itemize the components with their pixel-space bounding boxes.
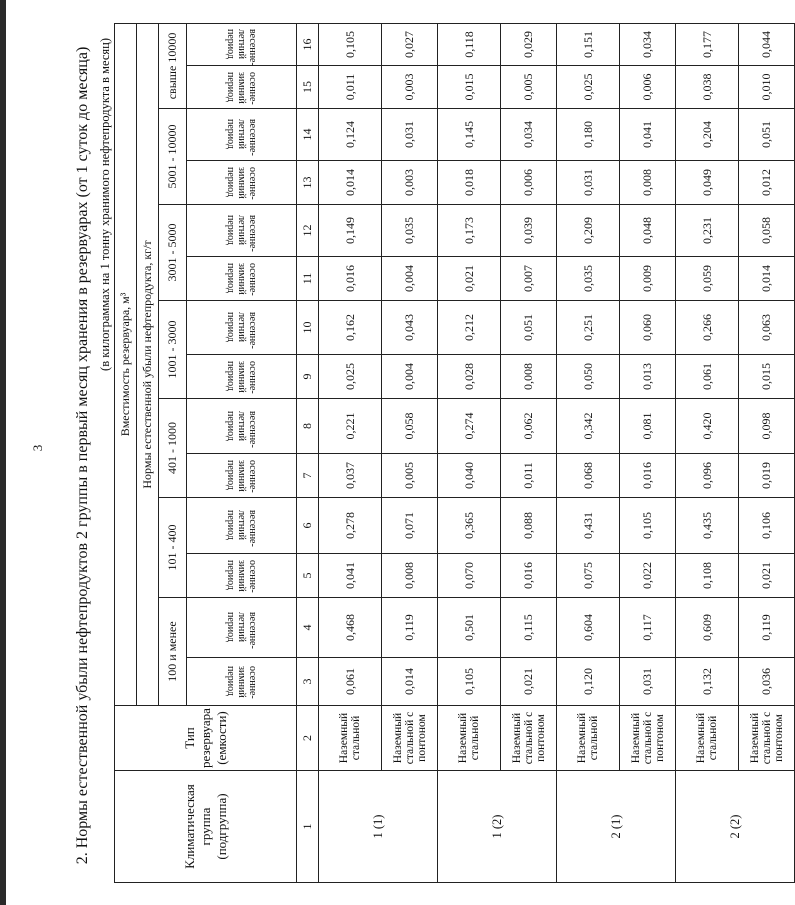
loss-norm-cell: 0,048: [620, 205, 676, 257]
loss-norm-cell: 0,604: [557, 598, 620, 658]
loss-norm-cell: 0,031: [620, 658, 676, 706]
loss-norm-cell: 0,278: [319, 498, 382, 554]
tank-type-cell: Наземный стальной с понтоном: [620, 706, 676, 771]
loss-norm-cell: 0,043: [382, 301, 438, 355]
loss-norm-cell: 0,031: [557, 161, 620, 205]
season-spring-summer-header: [187, 598, 297, 658]
season-spring-summer-header: [187, 301, 297, 355]
loss-norm-cell: 0,028: [438, 355, 501, 399]
loss-norm-cell: 0,014: [382, 658, 438, 706]
season-autumn-winter-header: [187, 454, 297, 498]
tank-type-cell: Наземный стальной: [319, 706, 382, 771]
loss-norm-cell: 0,004: [382, 257, 438, 301]
loss-norm-cell: 0,105: [620, 498, 676, 554]
capacity-range-header: 101 - 400: [159, 498, 187, 598]
table-row: [557, 23, 620, 882]
season-autumn-winter-label: осенне-зимний период: [224, 560, 258, 594]
loss-norm-cell: 0,266: [676, 301, 739, 355]
season-autumn-winter-header: [187, 257, 297, 301]
column-number: 13: [297, 161, 319, 205]
loss-norm-cell: 0,003: [382, 66, 438, 109]
loss-norm-cell: 0,212: [438, 301, 501, 355]
loss-norm-cell: 0,061: [676, 355, 739, 399]
loss-norm-cell: 0,062: [501, 399, 557, 454]
loss-norm-cell: 0,088: [501, 498, 557, 554]
loss-norm-cell: 0,058: [382, 399, 438, 454]
loss-norm-cell: 0,124: [319, 109, 382, 161]
capacity-range-header: 3001 - 5000: [159, 205, 187, 301]
loss-norm-cell: 0,044: [739, 23, 795, 65]
climatic-group-cell: 1 (1): [319, 771, 438, 883]
loss-norm-cell: 0,177: [676, 23, 739, 65]
season-autumn-winter-header: [187, 355, 297, 399]
loss-norm-cell: 0,016: [501, 554, 557, 598]
loss-norm-cell: 0,420: [676, 399, 739, 454]
loss-norm-cell: 0,016: [319, 257, 382, 301]
season-spring-summer-header: [187, 205, 297, 257]
loss-norm-cell: 0,041: [620, 109, 676, 161]
loss-norm-cell: 0,005: [382, 454, 438, 498]
loss-norm-cell: 0,231: [676, 205, 739, 257]
loss-norm-cell: 0,105: [438, 658, 501, 706]
units-note: (в килограммах на 1 тонну хранимого нефтепродукта в месяц): [98, 38, 112, 371]
loss-norm-cell: 0,037: [319, 454, 382, 498]
loss-norm-cell: 0,096: [676, 454, 739, 498]
loss-norm-cell: 0,050: [557, 355, 620, 399]
loss-norm-cell: 0,041: [319, 554, 382, 598]
loss-norm-cell: 0,209: [557, 205, 620, 257]
rotated-document: [70, 28, 785, 883]
column-number: 11: [297, 257, 319, 301]
loss-norm-cell: 0,015: [739, 355, 795, 399]
capacity-range-header: 401 - 1000: [159, 399, 187, 498]
loss-norm-cell: 0,038: [676, 66, 739, 109]
scan-edge: [0, 0, 6, 905]
loss-norm-cell: 0,274: [438, 399, 501, 454]
loss-norm-cell: 0,049: [676, 161, 739, 205]
season-spring-summer-label: весенне-летний период: [224, 119, 258, 157]
loss-norm-cell: 0,019: [739, 454, 795, 498]
loss-norm-cell: 0,011: [319, 66, 382, 109]
loss-norm-cell: 0,119: [382, 598, 438, 658]
loss-norm-cell: 0,008: [382, 554, 438, 598]
season-autumn-winter-label: осенне-зимний период: [224, 460, 258, 494]
loss-norm-cell: 0,501: [438, 598, 501, 658]
loss-norm-cell: 0,021: [438, 257, 501, 301]
loss-norm-cell: 0,039: [501, 205, 557, 257]
norms-table: [114, 23, 795, 883]
loss-norm-cell: 0,120: [557, 658, 620, 706]
table-row: [438, 23, 501, 882]
loss-norm-cell: 0,431: [557, 498, 620, 554]
loss-norm-cell: 0,061: [319, 658, 382, 706]
loss-norm-cell: 0,068: [557, 454, 620, 498]
season-autumn-winter-header: [187, 554, 297, 598]
page-number: 3: [30, 444, 45, 452]
season-spring-summer-label: весенне-летний период: [224, 29, 258, 67]
loss-norm-cell: 0,108: [676, 554, 739, 598]
loss-norm-cell: 0,118: [438, 23, 501, 65]
loss-norm-cell: 0,609: [676, 598, 739, 658]
loss-norm-cell: 0,005: [501, 66, 557, 109]
season-spring-summer-label: весенне-летний период: [224, 510, 258, 548]
climatic-group-cell: 2 (2): [676, 771, 795, 883]
loss-norm-cell: 0,051: [501, 301, 557, 355]
loss-norm-cell: 0,098: [739, 399, 795, 454]
loss-norm-cell: 0,058: [739, 205, 795, 257]
loss-norm-cell: 0,132: [676, 658, 739, 706]
column-number: 7: [297, 454, 319, 498]
loss-norm-cell: 0,013: [620, 355, 676, 399]
tank-type-cell: Наземный стальной с понтоном: [739, 706, 795, 771]
loss-norm-cell: 0,034: [501, 109, 557, 161]
season-autumn-winter-label: осенне-зимний период: [224, 72, 258, 105]
loss-norm-cell: 0,468: [319, 598, 382, 658]
loss-norm-cell: 0,012: [739, 161, 795, 205]
loss-norm-cell: 0,006: [501, 161, 557, 205]
capacity-range-header: свыше 10000: [159, 23, 187, 108]
loss-norm-cell: 0,016: [620, 454, 676, 498]
season-spring-summer-header: [187, 498, 297, 554]
loss-norm-cell: 0,035: [557, 257, 620, 301]
loss-norm-cell: 0,115: [501, 598, 557, 658]
loss-norm-cell: 0,149: [319, 205, 382, 257]
table-row: [739, 23, 795, 882]
column-number: 4: [297, 598, 319, 658]
climatic-group-cell: 1 (2): [438, 771, 557, 883]
loss-norm-cell: 0,117: [620, 598, 676, 658]
table-row: [676, 23, 739, 882]
loss-norm-cell: 0,034: [620, 23, 676, 65]
column-number: 2: [297, 706, 319, 771]
column-number: 8: [297, 399, 319, 454]
loss-norm-cell: 0,040: [438, 454, 501, 498]
column-number: 12: [297, 205, 319, 257]
loss-norm-cell: 0,251: [557, 301, 620, 355]
loss-norm-cell: 0,015: [438, 66, 501, 109]
table-row: [382, 23, 438, 882]
loss-norm-cell: 0,204: [676, 109, 739, 161]
season-autumn-winter-label: осенне-зимний период: [224, 666, 258, 700]
loss-norm-cell: 0,075: [557, 554, 620, 598]
column-number: 3: [297, 658, 319, 706]
header-row-capacity: [115, 23, 137, 882]
climatic-group-cell: 2 (1): [557, 771, 676, 883]
loss-norm-cell: 0,029: [501, 23, 557, 65]
column-number: 16: [297, 23, 319, 65]
column-number: 1: [297, 771, 319, 883]
loss-norm-cell: 0,162: [319, 301, 382, 355]
column-number: 5: [297, 554, 319, 598]
season-spring-summer-header: [187, 23, 297, 65]
season-autumn-winter-label: осенне-зимний период: [224, 361, 258, 395]
climatic-group-header: Климатическая группа (подгруппа): [115, 771, 297, 883]
loss-norm-cell: 0,180: [557, 109, 620, 161]
season-spring-summer-label: весенне-летний период: [224, 411, 258, 448]
loss-norm-cell: 0,009: [620, 257, 676, 301]
loss-norm-cell: 0,031: [382, 109, 438, 161]
tank-type-cell: Наземный стальной: [438, 706, 501, 771]
season-spring-summer-label: весенне-летний период: [224, 312, 258, 350]
loss-norm-cell: 0,435: [676, 498, 739, 554]
capacity-range-header: 1001 - 3000: [159, 301, 187, 399]
loss-norm-cell: 0,081: [620, 399, 676, 454]
loss-norm-cell: 0,221: [319, 399, 382, 454]
loss-norm-cell: 0,025: [557, 66, 620, 109]
season-spring-summer-header: [187, 109, 297, 161]
table-row: [501, 23, 557, 882]
season-autumn-winter-header: [187, 161, 297, 205]
season-autumn-winter-header: [187, 66, 297, 109]
tank-type-cell: Наземный стальной с понтоном: [501, 706, 557, 771]
loss-norm-cell: 0,151: [557, 23, 620, 65]
loss-norm-cell: 0,035: [382, 205, 438, 257]
loss-norm-cell: 0,070: [438, 554, 501, 598]
loss-norm-cell: 0,027: [382, 23, 438, 65]
capacity-range-header: 5001 - 10000: [159, 109, 187, 205]
loss-norm-cell: 0,173: [438, 205, 501, 257]
tank-type-header: Тип резервуара (емкости): [115, 706, 297, 771]
column-number: 6: [297, 498, 319, 554]
loss-norm-cell: 0,021: [501, 658, 557, 706]
capacity-header: Вместимость резервуара, м³: [115, 23, 137, 705]
loss-norm-cell: 0,003: [382, 161, 438, 205]
loss-norm-cell: 0,006: [620, 66, 676, 109]
season-spring-summer-header: [187, 399, 297, 454]
loss-norm-cell: 0,010: [739, 66, 795, 109]
loss-norm-cell: 0,025: [319, 355, 382, 399]
loss-norm-cell: 0,011: [501, 454, 557, 498]
column-number: 10: [297, 301, 319, 355]
column-number: 15: [297, 66, 319, 109]
loss-norm-cell: 0,106: [739, 498, 795, 554]
loss-norm-cell: 0,365: [438, 498, 501, 554]
table-row: [620, 23, 676, 882]
loss-norm-cell: 0,342: [557, 399, 620, 454]
loss-norm-cell: 0,059: [676, 257, 739, 301]
table-title: 2. Нормы естественной убыли нефтепродуктов 2 группы в первый месяц хранения в резервуарах (от 1 суток до месяца): [74, 46, 91, 865]
season-spring-summer-label: весенне-летний период: [224, 612, 258, 650]
loss-norm-cell: 0,051: [739, 109, 795, 161]
table-row: [319, 23, 382, 882]
header-row-numbers: [297, 23, 319, 882]
loss-norm-cell: 0,021: [739, 554, 795, 598]
tank-type-cell: Наземный стальной с понтоном: [382, 706, 438, 771]
season-autumn-winter-label: осенне-зимний период: [224, 263, 258, 297]
loss-norm-cell: 0,007: [501, 257, 557, 301]
tank-type-cell: Наземный стальной: [557, 706, 620, 771]
loss-norm-cell: 0,063: [739, 301, 795, 355]
loss-norm-cell: 0,060: [620, 301, 676, 355]
season-spring-summer-label: весенне-летний период: [224, 215, 258, 253]
loss-norm-cell: 0,071: [382, 498, 438, 554]
season-autumn-winter-header: [187, 658, 297, 706]
column-number: 14: [297, 109, 319, 161]
loss-norm-cell: 0,018: [438, 161, 501, 205]
loss-norm-cell: 0,119: [739, 598, 795, 658]
loss-norm-cell: 0,008: [501, 355, 557, 399]
norms-header: Нормы естественной убыли нефтепродукта, кг/т: [137, 23, 159, 705]
loss-norm-cell: 0,008: [620, 161, 676, 205]
season-autumn-winter-label: осенне-зимний период: [224, 167, 258, 201]
loss-norm-cell: 0,036: [739, 658, 795, 706]
loss-norm-cell: 0,105: [319, 23, 382, 65]
loss-norm-cell: 0,014: [739, 257, 795, 301]
capacity-range-header: 100 и менее: [159, 598, 187, 706]
loss-norm-cell: 0,145: [438, 109, 501, 161]
tank-type-cell: Наземный стальной: [676, 706, 739, 771]
loss-norm-cell: 0,014: [319, 161, 382, 205]
loss-norm-cell: 0,004: [382, 355, 438, 399]
column-number: 9: [297, 355, 319, 399]
loss-norm-cell: 0,022: [620, 554, 676, 598]
